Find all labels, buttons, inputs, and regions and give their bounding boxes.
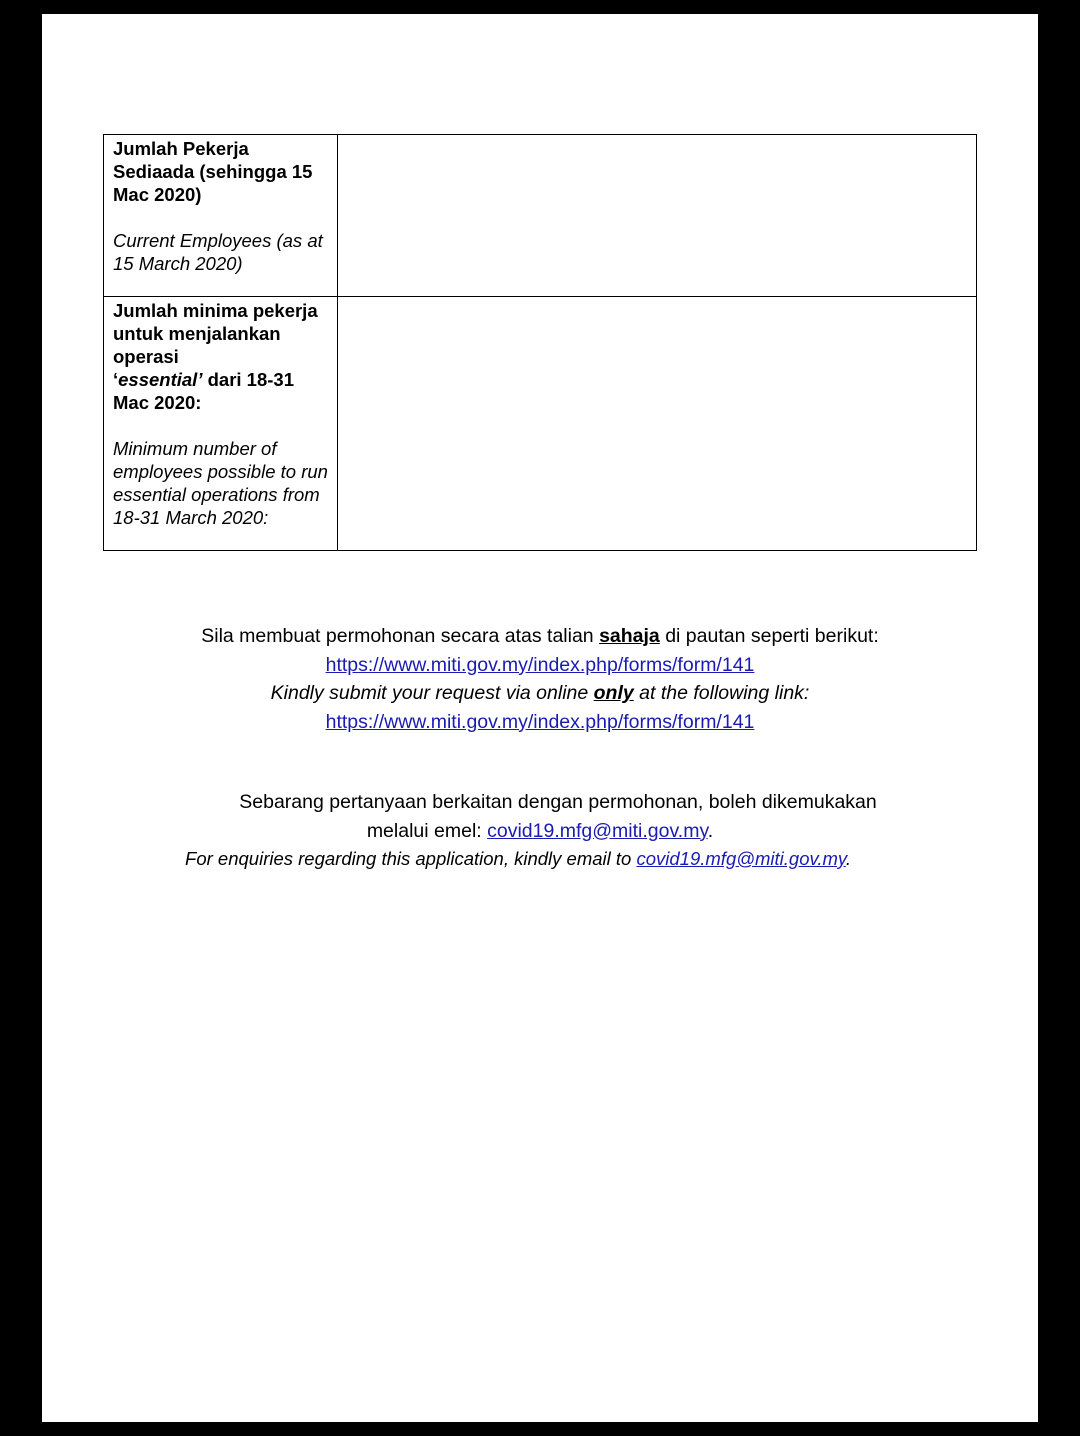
enquiries-ms-line2 bbox=[42, 817, 1038, 846]
enquiries-info bbox=[42, 788, 1038, 874]
enquiries-ms-line1: Sebarang pertanyaan berkaitan dengan permohonan, boleh dikemukakan bbox=[239, 791, 877, 813]
form-link-en[interactable]: https://www.miti.gov.my/index.php/forms/form/141 bbox=[325, 710, 755, 733]
current-employees-value-cell[interactable] bbox=[338, 135, 977, 297]
submission-ms-line bbox=[42, 622, 1038, 651]
employee-count-table bbox=[103, 134, 977, 551]
enquiries-ms-suffix: . bbox=[707, 819, 714, 842]
enquiries-en-line bbox=[42, 845, 1038, 874]
enquiry-email-link-en[interactable]: covid19.mfg@miti.gov.my bbox=[636, 848, 846, 869]
table-row-minimum-employees bbox=[104, 297, 977, 551]
minimum-employees-label-cell bbox=[104, 297, 338, 551]
minimum-employees-essential: essential’ bbox=[118, 369, 203, 390]
current-employees-label-ms: Jumlah Pekerja Sediaada (sehingga 15 Mac 2020) bbox=[113, 138, 313, 205]
current-employees-label-cell bbox=[104, 135, 338, 297]
submission-en-line bbox=[42, 679, 1038, 708]
submission-en-before: Kindly submit your request via online bbox=[270, 682, 594, 704]
submission-instructions bbox=[42, 622, 1038, 736]
enquiries-ms-prefix: melalui emel: bbox=[366, 819, 488, 842]
document-page bbox=[42, 14, 1038, 1422]
enquiries-en-prefix: For enquiries regarding this application, kindly email to bbox=[185, 848, 637, 869]
submission-ms-emphasis: sahaja bbox=[599, 625, 660, 647]
current-employees-label-en: Current Employees (as at 15 March 2020) bbox=[113, 230, 323, 274]
table-row-current-employees bbox=[104, 135, 977, 297]
submission-en-emphasis: only bbox=[593, 682, 634, 704]
submission-ms-before: Sila membuat permohonan secara atas talian bbox=[201, 625, 600, 647]
submission-ms-after: di pautan seperti berikut: bbox=[659, 625, 879, 647]
submission-en-after: at the following link: bbox=[633, 682, 810, 704]
minimum-employees-label-ms-part2: dari 18-31 Mac 2020: bbox=[113, 369, 294, 413]
minimum-employees-label-ms-part1: Jumlah minima pekerja untuk menjalankan operasi bbox=[113, 300, 318, 367]
minimum-employees-label-en: Minimum number of employees possible to run essential operations from 18-31 March 2020: bbox=[113, 438, 328, 528]
minimum-employees-label-ms bbox=[113, 299, 331, 414]
enquiries-en-suffix: . bbox=[845, 848, 851, 869]
form-link-ms[interactable]: https://www.miti.gov.my/index.php/forms/form/141 bbox=[325, 653, 755, 676]
enquiry-email-link-ms[interactable]: covid19.mfg@miti.gov.my bbox=[487, 819, 708, 842]
minimum-employees-value-cell[interactable] bbox=[338, 297, 977, 551]
minimum-employees-quote-open: ‘ bbox=[113, 369, 119, 390]
